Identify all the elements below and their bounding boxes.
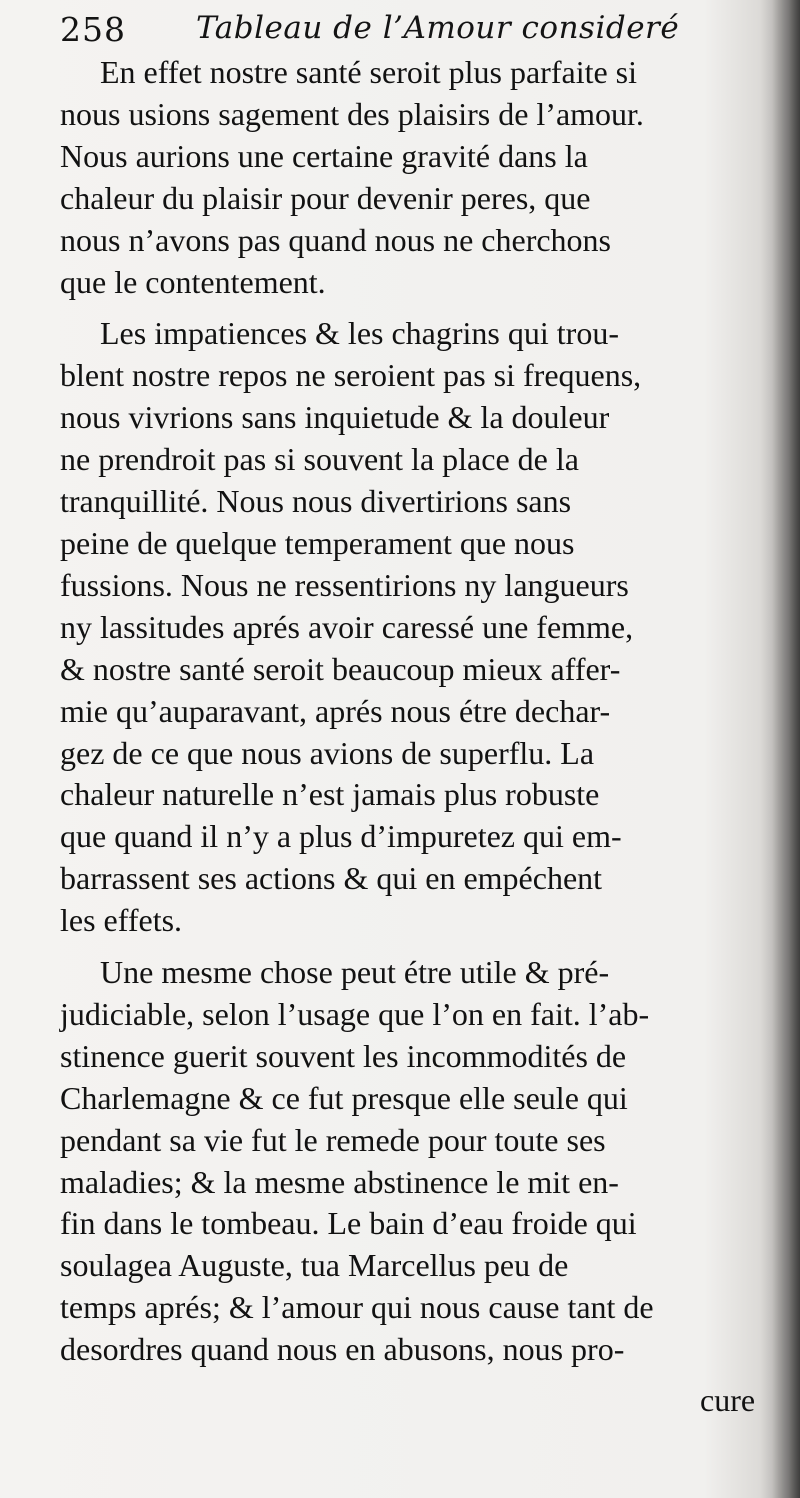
paragraph-3 [60,952,770,1371]
text-line: Une mesme chose peut étre utile & pré- [100,954,610,991]
text-line: desordres quand nous en abusons, nous pro- [60,1331,625,1368]
body-text [60,52,770,1371]
text-line: tranquillité. Nous nous divertirions sans [60,483,572,520]
text-line: ne prendroit pas si souvent la place de la [60,441,579,478]
text-line: Charlemagne & ce fut presque elle seule qui [60,1079,628,1116]
page-number: 258 [60,10,126,49]
text-line: nous n’avons pas quand nous ne cherchons [60,221,611,258]
text-line: judiciable, selon l’usage que l’on en fait. l’ab- [60,995,650,1032]
text-line: Nous aurions une certaine gravité dans la [60,137,588,174]
catchword: cure [700,1382,756,1418]
page-edge-shadow [772,0,800,1498]
text-line: fin dans le tombeau. Le bain d’eau froide qui [60,1205,637,1242]
text-line: En effet nostre santé seroit plus parfaite si [100,54,638,90]
paragraph-2 [60,313,770,942]
text-line: maladies; & la mesme abstinence le mit en- [60,1163,619,1200]
text-line: pendant sa vie fut le remede pour toute ses [60,1121,606,1158]
running-title: Tableau de l’Amour consideré [196,10,680,46]
text-line: stinence guerit souvent les incommodités de [60,1037,627,1074]
text-line: nous vivrions sans inquietude & la douleur [60,399,610,436]
text-line: temps aprés; & l’amour qui nous cause tant de [60,1289,654,1326]
text-line: soulagea Auguste, tua Marcellus peu de [60,1247,569,1284]
text-line: nous usions sagement des plaisirs de l’amour. [60,95,644,132]
text-line: chaleur naturelle n’est jamais plus robuste [60,776,600,813]
running-head [60,10,760,54]
text-line: & nostre santé seroit beaucoup mieux affer- [60,650,621,687]
text-line: que quand il n’y a plus d’impuretez qui em- [60,818,622,855]
text-line: gez de ce que nous avions de superflu. La [60,734,595,771]
text-line: Les impatiences & les chagrins qui trou- [100,315,619,352]
text-line: mie qu’auparavant, aprés nous étre dechar- [60,692,611,729]
text-line: que le contentement. [60,263,326,300]
text-line: barrassent ses actions & qui en empéchent [60,860,603,897]
text-line: fussions. Nous ne ressentirions ny langueurs [60,566,629,603]
paragraph-1 [60,52,770,303]
text-line: ny lassitudes aprés avoir caressé une femme, [60,608,634,645]
text-line: blent nostre repos ne seroient pas si frequens, [60,357,642,394]
text-line: chaleur du plaisir pour devenir peres, que [60,179,591,216]
text-line: peine de quelque temperament que nous [60,524,575,561]
text-line: les effets. [60,902,183,939]
